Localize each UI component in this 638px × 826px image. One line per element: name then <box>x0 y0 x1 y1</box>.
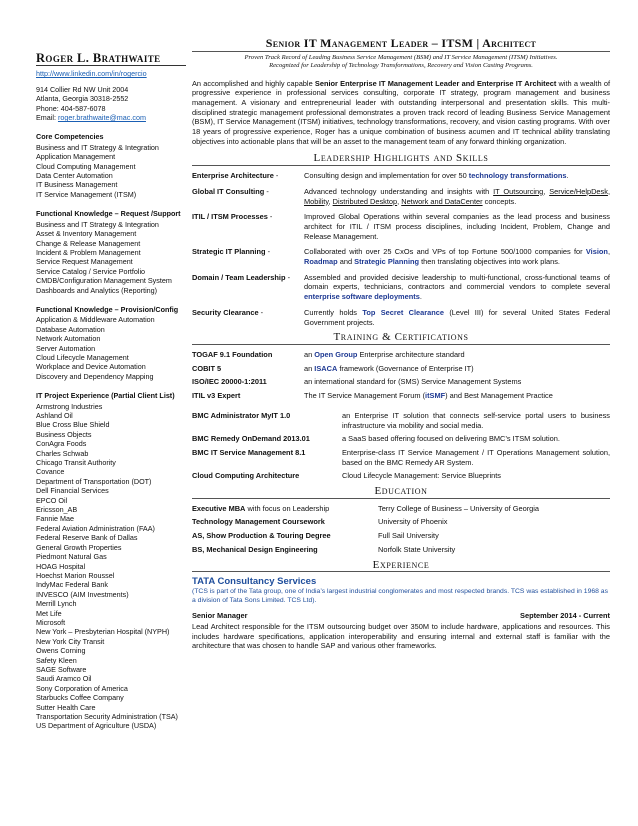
role-dates: September 2014 - Current <box>520 611 610 621</box>
core-competencies-heading: Core Competencies <box>36 132 104 142</box>
text: an <box>304 363 315 373</box>
highlight: Roadmap <box>304 257 338 267</box>
skill-desc: Improved Global Operations within several companies as the lead process and business architect for ITIL / ITSM process disciplines, including Incident, Problem, Change and Release Management. <box>304 212 610 241</box>
list-item: US Department of Agriculture (USDA) <box>36 721 157 731</box>
dash: - <box>267 212 273 222</box>
summary-highlight: Senior Enterprise IT Management Leader and Enterprise IT Architect <box>314 78 557 88</box>
text: Collaborated with over 25 CxOs and VPs of top Fortune 500/1000 companies for <box>304 247 586 257</box>
list-item: New York – Presbyterian Hospital (NYPH) <box>36 627 170 637</box>
degree-name: Executive MBA <box>192 503 246 513</box>
degree <box>192 504 378 514</box>
underlined-term: Mobility <box>304 196 329 206</box>
skill-label <box>192 247 304 266</box>
text: Currently holds <box>304 307 363 317</box>
client-list <box>36 402 186 731</box>
role-description: Lead Architect responsible for the ITSM outsourcing budget over 350M to include hardware, applications and resources. This includes hardware specifications, application interoperability and ensuring internal and external staff is familiar with the architecture that was chosen to handle SAP and various other frameworks. <box>192 621 610 651</box>
functional-request-list <box>36 220 186 295</box>
list-item: Blue Cross Blue Shield <box>36 420 110 430</box>
education-heading: Education <box>192 487 610 499</box>
list-item: Piedmont Natural Gas <box>36 552 107 562</box>
text: Advanced technology understanding and insights with <box>304 186 494 196</box>
skill-name: ITIL / ITSM Processes <box>192 212 268 222</box>
text: framework (Governance of Enterprise IT) <box>337 363 474 373</box>
list-item: Department of Transportation (DOT) <box>36 476 152 486</box>
school: Terry College of Business – University of Georgia <box>378 503 540 513</box>
list-item: Federal Reserve Bank of Dallas <box>36 533 138 543</box>
skill-label <box>192 187 304 206</box>
text: The IT Service Management Forum ( <box>304 391 426 401</box>
main-content <box>192 36 610 651</box>
list-item: IT Service Management (ITSM) <box>36 189 137 199</box>
dash: - <box>285 272 291 282</box>
separator: , <box>397 196 402 206</box>
education-row <box>192 545 610 555</box>
core-competencies-list <box>36 143 186 199</box>
text: . <box>566 171 569 181</box>
text: ) and Best Management Practice <box>445 391 553 401</box>
separator: , <box>607 186 610 196</box>
list-item: New York City Transit <box>36 636 105 646</box>
text: Consulting design and implementation for over 50 <box>304 171 469 181</box>
text: . <box>419 292 422 302</box>
text: then translating objectives into work plans. <box>419 257 560 267</box>
functional-provision-heading: Functional Knowledge – Provision/Config <box>36 304 179 314</box>
tagline-line-1: Proven Track Record of Leading Business Service Management (BSM) and IT Service Management (ITSM) Initiatives. <box>244 53 558 61</box>
underlined-term: IT Outsourcing <box>493 186 544 196</box>
list-item: Ericsson_AB <box>36 505 78 515</box>
list-item: Sutter Health Care <box>36 702 96 712</box>
cert-desc <box>304 364 610 374</box>
cert-desc: Enterprise-class IT Service Management / IT Operations Management solution, based on the BMC Remedy AR System. <box>342 447 610 467</box>
cert-name: BMC IT Service Management 8.1 <box>192 447 306 457</box>
skill-desc <box>304 273 610 302</box>
phone: Phone: 404-587-6078 <box>36 103 106 113</box>
skill-name: Strategic IT Planning <box>192 247 266 257</box>
functional-provision-list <box>36 315 186 381</box>
list-item: Merrill Lynch <box>36 599 77 609</box>
cert-name: ITIL v3 Expert <box>192 391 241 401</box>
school: University of Phoenix <box>378 517 448 527</box>
cert-name: BMC Remedy OnDemand 2013.01 <box>192 434 310 444</box>
skill-row <box>192 212 610 241</box>
separator: , <box>607 247 610 257</box>
list-item: Server Automation <box>36 343 96 353</box>
list-item: Fannie Mae <box>36 514 74 524</box>
client-list-heading: IT Project Experience (Partial Client List) <box>36 391 175 401</box>
training-heading: Training & Certifications <box>192 333 610 345</box>
highlight: technology transformations <box>468 171 567 181</box>
degree-name: Technology Management Coursework <box>192 517 325 527</box>
role-header <box>192 611 610 621</box>
cert-row <box>192 471 610 481</box>
list-item: Met Life <box>36 608 62 618</box>
cert-desc: Cloud Lifecycle Management: Service Blueprints <box>342 471 501 481</box>
cert-row <box>192 391 610 401</box>
separator: , <box>543 186 550 196</box>
list-item: EPCO Oil <box>36 495 68 505</box>
list-item: Owens Corning <box>36 646 86 656</box>
list-item: Charles Schwab <box>36 448 89 458</box>
text: Enterprise architecture standard <box>357 349 465 359</box>
skill-desc <box>304 187 610 206</box>
role-title: Senior Manager <box>192 611 248 621</box>
resume-title: Senior IT Management Leader – ITSM | Architect <box>265 36 537 50</box>
list-item: Asset & Inventory Management <box>36 229 137 239</box>
skill-desc <box>304 247 610 266</box>
tagline-line-2: Recognized for Leadership of Technology Transformations, Recovery and Vision Casting Programs. <box>269 62 533 70</box>
tagline <box>192 51 610 71</box>
list-item: Incident & Problem Management <box>36 247 141 257</box>
underlined-term: Distributed Desktop <box>332 196 398 206</box>
degree-name: BS, Mechanical Design Engineering <box>192 544 318 554</box>
skill-desc <box>304 308 610 327</box>
functional-request-heading: Functional Knowledge – Request /Support <box>36 209 181 219</box>
education-row <box>192 517 610 527</box>
skill-row <box>192 247 610 266</box>
list-item: Ashland Oil <box>36 411 73 420</box>
list-item: Database Automation <box>36 324 105 334</box>
list-item: Transportation Security Administration (TSA) <box>36 712 178 721</box>
degree <box>192 531 378 541</box>
skill-label <box>192 308 304 327</box>
cert-desc: a SaaS based offering focused on delivering BMC’s ITSM solution. <box>342 434 560 444</box>
cert-row <box>192 377 610 387</box>
skill-row <box>192 273 610 302</box>
education-row <box>192 504 610 514</box>
list-item: Dell Financial Services <box>36 486 109 496</box>
highlight: Top Secret Clearance <box>362 307 444 317</box>
list-item: Discovery and Dependency Mapping <box>36 371 154 381</box>
list-item: Cloud Computing Management <box>36 161 136 171</box>
company-name: TATA Consultancy Services <box>192 576 317 588</box>
text: an <box>304 349 315 359</box>
company-description: (TCS is part of the Tata group, one of India’s largest industrial conglomerates and most respected brands. TCS was established in 1968 as a division of Tata Sons Limited. TCS Ltd). <box>192 587 608 604</box>
list-item: Starbucks Coffee Company <box>36 693 124 703</box>
separator: , <box>328 196 333 206</box>
highlight: ISACA <box>314 363 338 373</box>
education-row <box>192 531 610 541</box>
list-item: HOAG Hospital <box>36 561 86 571</box>
degree <box>192 545 378 555</box>
candidate-name: Roger L. Brathwaite <box>36 54 186 66</box>
summary-text-rest: with a wealth of progressive experience in professional services consulting, corporate IT strategy, program management and business management. A visionary and entrepreneurial leader with outstanding interpersonal and presentation skills. This multi-disciplined strategic management professional demonstrates a proven track record of leading Business Service Management (BSM), IT Service Management (ITSM) initiatives, technology transformations, recovery, and vision casting programs. With over 18 years of progressive experience, Roger has a unique combination of business acumen and IT technical ability translating objectives into actionable plans that will be an asset to the management team of any forward thinking organization. <box>192 78 610 146</box>
skill-label <box>192 212 304 241</box>
cert-row <box>192 364 610 374</box>
text: and <box>337 257 355 267</box>
skill-row <box>192 171 610 181</box>
list-item: IndyMac Federal Bank <box>36 580 108 590</box>
list-item: Workplace and Device Automation <box>36 362 146 372</box>
highlight: Vision <box>585 247 608 257</box>
cert-row <box>192 350 610 360</box>
highlight: Open Group <box>314 349 358 359</box>
list-item: Microsoft <box>36 617 66 627</box>
list-item: Business and IT Strategy & Integration <box>36 219 159 229</box>
degree <box>192 517 378 527</box>
degree-name: AS, Show Production & Touring Degree <box>192 531 331 541</box>
list-item: Saudi Aramco Oil <box>36 674 92 684</box>
skill-name: Enterprise Architecture <box>192 171 274 181</box>
list-item: Business and IT Strategy & Integration <box>36 142 159 152</box>
list-item: Sony Corporation of America <box>36 683 128 693</box>
cert-row <box>192 411 610 430</box>
list-item: Covance <box>36 467 65 477</box>
sidebar <box>36 51 186 731</box>
contact-block <box>36 85 186 123</box>
cert-name: Cloud Computing Architecture <box>192 471 300 481</box>
skill-row <box>192 308 610 327</box>
cert-name: TOGAF 9.1 Foundation <box>192 349 273 359</box>
cert-row <box>192 448 610 467</box>
list-item: Hoechst Marion Roussel <box>36 570 115 580</box>
list-item: Federal Aviation Administration (FAA) <box>36 523 155 533</box>
cert-desc: an Enterprise IT solution that connects self-service portal users to business infrastructure via mobility and social media. <box>342 410 610 430</box>
list-item: Dashboards and Analytics (Reporting) <box>36 285 158 295</box>
dash: - <box>265 247 271 257</box>
list-item: SAGE Software <box>36 664 87 674</box>
experience-heading: Experience <box>192 561 610 573</box>
summary-paragraph <box>192 79 610 147</box>
list-item: INVESCO (AIM Investments) <box>36 589 129 599</box>
cert-desc <box>304 391 610 401</box>
skill-label <box>192 273 304 302</box>
list-item: Data Center Automation <box>36 171 113 181</box>
summary-text: An accomplished and highly capable <box>192 78 315 88</box>
highlight: Strategic Planning <box>354 257 420 267</box>
text: concepts. <box>482 196 517 206</box>
list-item: Cloud Lifecycle Management <box>36 352 129 362</box>
highlight: itSMF <box>425 391 446 401</box>
text: (Level III) for several United States Federal Government projects. <box>304 307 610 327</box>
email-line <box>36 113 186 122</box>
skill-name: Global IT Consulting <box>192 186 265 196</box>
address-line-1: 914 Collier Rd NW Unit 2004 <box>36 84 129 94</box>
text: Assembled and provided decisive leadership to multi-functional, cross-functional teams of domain experts, technicians, contractors and commercial vendors to complete several <box>304 272 610 292</box>
list-item: IT Business Management <box>36 180 118 190</box>
cert-name: BMC Administrator MyIT 1.0 <box>192 410 291 420</box>
email-link[interactable]: roger.brathwaite@mac.com <box>57 113 146 123</box>
cert-row <box>192 434 610 444</box>
skill-row <box>192 187 610 206</box>
list-item: Safety Kleen <box>36 655 77 665</box>
list-item: General Growth Properties <box>36 542 122 552</box>
list-item: Armstrong Industries <box>36 401 103 411</box>
school: Norfolk State University <box>378 544 456 554</box>
school: Full Sail University <box>378 531 439 541</box>
dash: - <box>273 171 279 181</box>
list-item: CMDB/Configuration Management System <box>36 276 172 286</box>
dash: - <box>264 186 269 196</box>
list-item: Network Automation <box>36 334 101 344</box>
cert-desc: an international standard for (SMS) Service Management Systems <box>304 377 522 387</box>
highlight: enterprise software deployments <box>304 292 420 302</box>
leadership-heading: Leadership Highlights and Skills <box>192 154 610 166</box>
list-item: Change & Release Management <box>36 238 141 248</box>
list-item: Business Objects <box>36 429 92 439</box>
dash: - <box>258 307 264 317</box>
address-line-2: Atlanta, Georgia 30318-2552 <box>36 94 129 104</box>
list-item: ConAgra Foods <box>36 439 87 449</box>
list-item: Application & Middleware Automation <box>36 315 155 325</box>
skill-name: Domain / Team Leadership <box>192 272 286 282</box>
underlined-term: Network and DataCenter <box>401 196 483 206</box>
skill-name: Security Clearance <box>192 307 259 317</box>
cert-name: COBIT 5 <box>192 363 222 373</box>
list-item: Service Catalog / Service Portfolio <box>36 266 146 276</box>
list-item: Chicago Transit Authority <box>36 458 116 468</box>
email-label: Email: <box>36 113 58 123</box>
list-item: Service Request Management <box>36 257 133 267</box>
linkedin-link[interactable]: http://www.linkedin.com/in/rogercio <box>36 69 147 79</box>
skill-desc <box>304 171 610 181</box>
list-item: Application Management <box>36 152 116 162</box>
cert-name: ISO/IEC 20000-1:2011 <box>192 377 267 387</box>
underlined-term: Service/HelpDesk <box>549 186 608 196</box>
skill-label <box>192 171 304 181</box>
cert-desc <box>304 350 610 360</box>
degree-note: with focus on Leadership <box>245 503 330 513</box>
